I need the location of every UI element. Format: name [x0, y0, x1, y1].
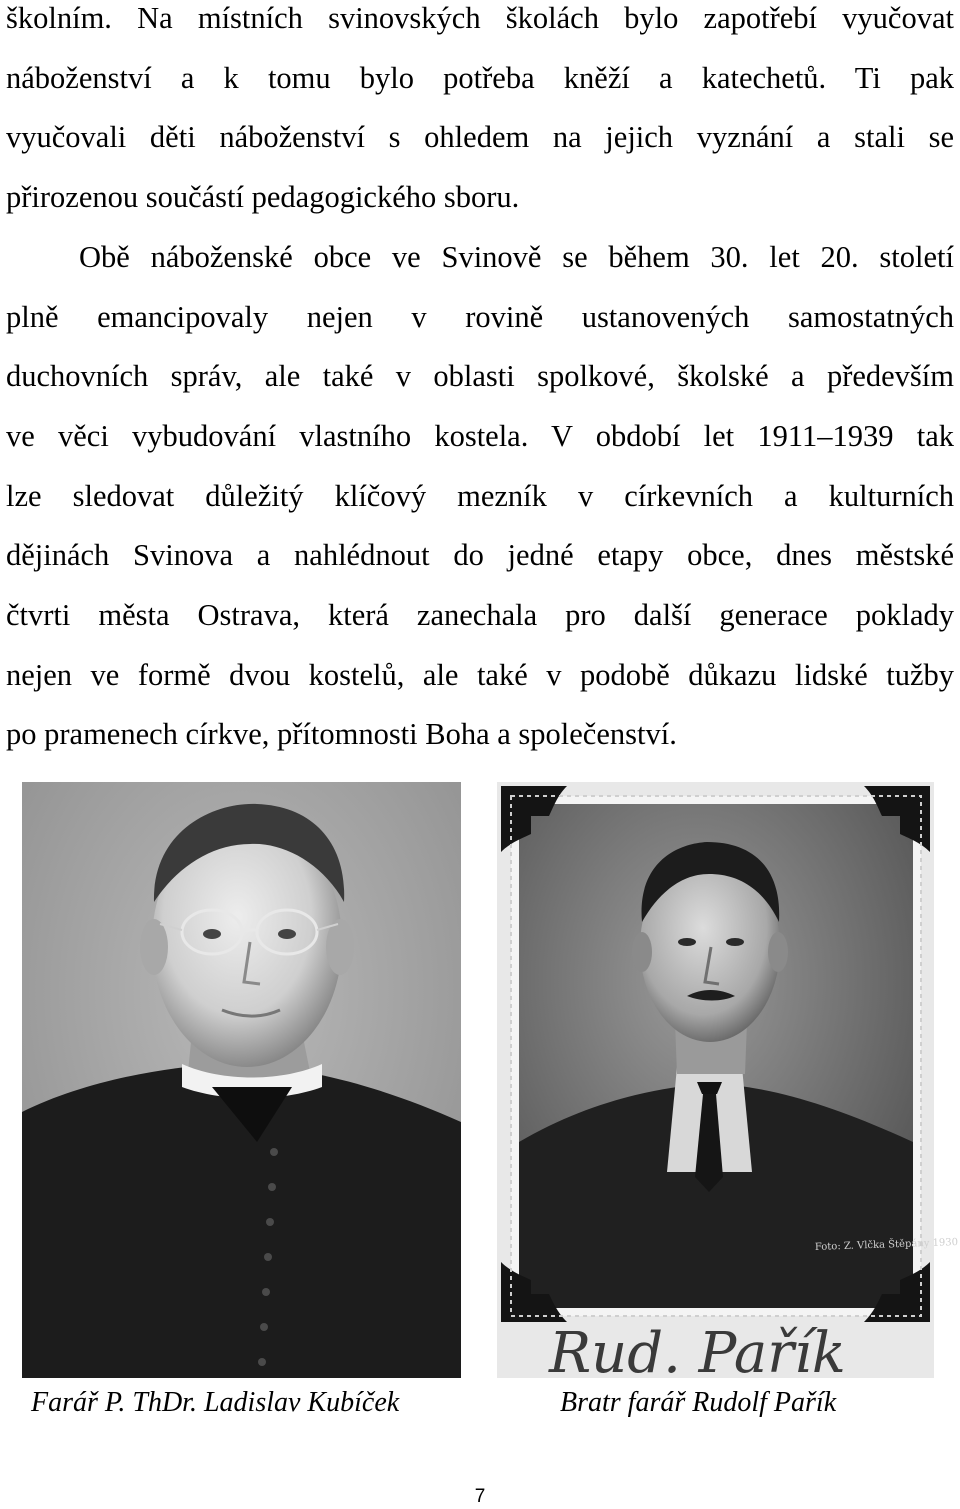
paragraph-line: náboženství a k tomu bylo potřeba kněží a katechetů. Ti pak [6, 61, 954, 95]
paragraph-line: ve věci vybudování vlastního kostela. V období let 1911–1939 tak [6, 419, 954, 453]
handwritten-signature: Rud. Pařík [549, 1321, 846, 1386]
paragraph-line: čtvrti města Ostrava, která zanechala pro další generace poklady [6, 598, 954, 632]
paragraph-line: plně emancipovaly nejen v rovině ustanovených samostatných [6, 300, 954, 334]
paragraph-line: přirozenou součástí pedagogického sboru. [6, 180, 520, 214]
paragraph-line: nejen ve formě dvou kostelů, ale také v podobě důkazu lidské tužby [6, 658, 954, 692]
paragraph-line: Obě náboženské obce ve Svinově se během 30. let 20. století [79, 240, 954, 274]
paragraph-line: školním. Na místních svinovských školách bylo zapotřebí vyučovat [6, 1, 954, 35]
paragraph-line: duchovních správ, ale také v oblasti spolkové, školské a především [6, 359, 954, 393]
portrait-image [497, 782, 959, 1386]
paragraph-line: po pramenech církve, přítomnosti Boha a společenství. [6, 717, 677, 751]
portrait-photo-kubicek [22, 782, 461, 1378]
paragraph-line: lze sledovat důležitý klíčový mezník v církevních a kulturních [6, 479, 954, 513]
paragraph-line: vyučovali děti náboženství s ohledem na jejich vyznání a stali se [6, 120, 954, 154]
photo-caption-left: Farář P. ThDr. Ladislav Kubíček [31, 1387, 400, 1418]
paragraph-line: dějinách Svinova a nahlédnout do jedné etapy obce, dnes městské [6, 538, 954, 572]
page-number: 7 [474, 1486, 486, 1507]
portrait-image [22, 782, 461, 1378]
photo-caption-right: Bratr farář Rudolf Pařík [560, 1387, 837, 1418]
studio-stamp: Foto: Z. Vlčka Štěpány 1930 [814, 1237, 959, 1253]
portrait-photo-parik [497, 782, 959, 1386]
